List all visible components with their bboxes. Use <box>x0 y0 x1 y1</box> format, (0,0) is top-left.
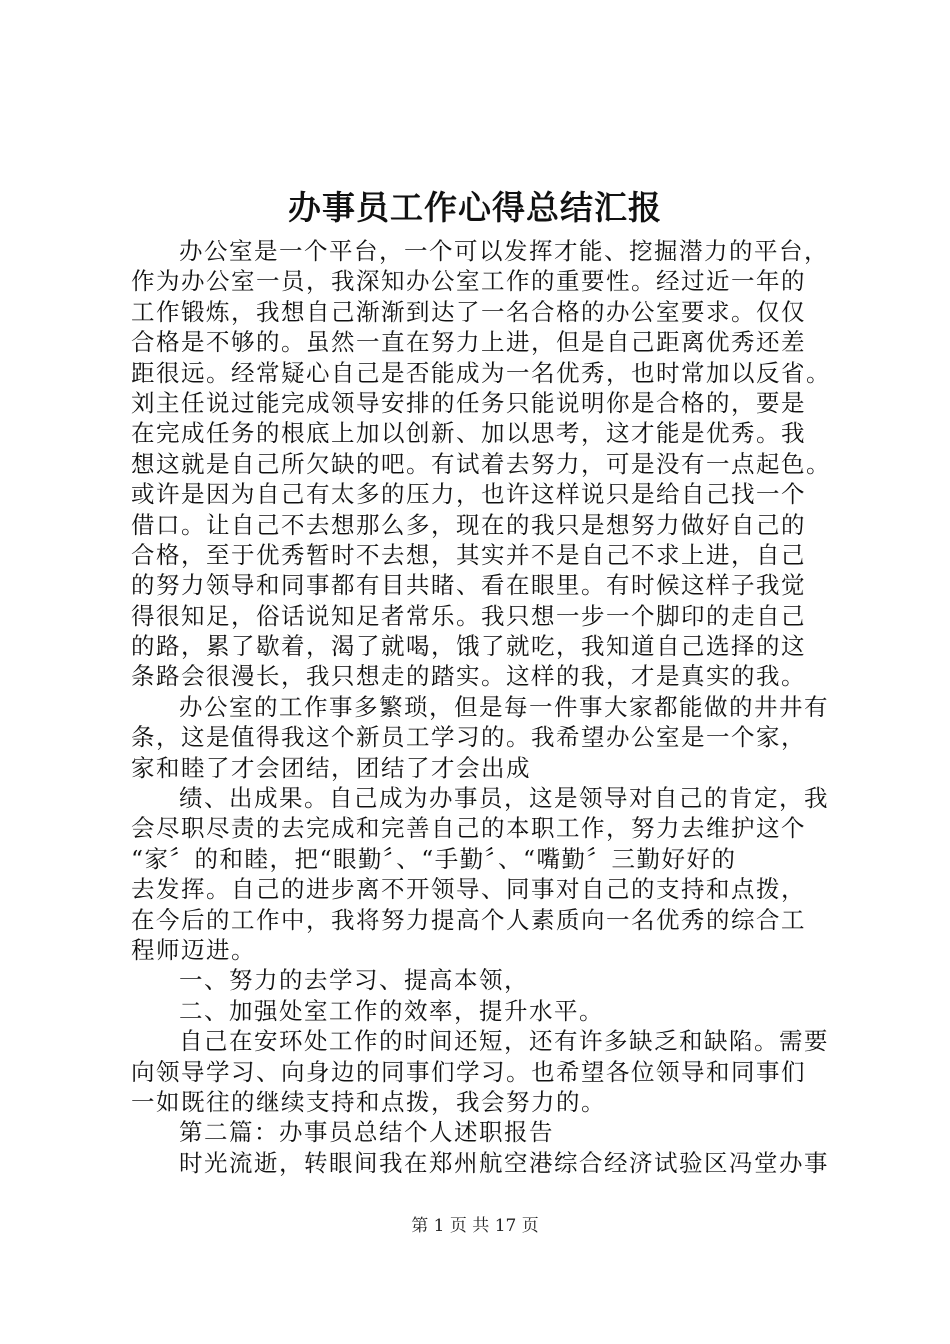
text-line: 第二篇：办事员总结个人述职报告 <box>179 1118 554 1147</box>
text-line: 绩、出成果。自己成为办事员，这是领导对自己的肯定，我 <box>179 784 829 813</box>
text-line: 一如既往的继续支持和点拨，我会努力的。 <box>131 1087 606 1116</box>
text-line: 去发挥。自己的进步离不开领导、同事对自己的支持和点拨， <box>131 875 806 904</box>
text-line: 时光流逝，转眼间我在郑州航空港综合经济试验区冯堂办事 <box>179 1148 829 1177</box>
text-line: 作为办公室一员，我深知办公室工作的重要性。经过近一年的 <box>131 267 806 296</box>
document-body <box>131 236 841 1178</box>
text-line: 在完成任务的根底上加以创新、加以思考，这才能是优秀。我 <box>131 419 806 448</box>
text-line: 向领导学习、向身边的同事们学习。也希望各位领导和同事们 <box>131 1057 806 1086</box>
text-line: 的路，累了歇着，渴了就喝，饿了就吃，我知道自己选择的这 <box>131 632 806 661</box>
page-number-footer: 第 1 页 共 17 页 <box>411 1216 539 1236</box>
text-line: 合格，至于优秀暂时不去想，其实并不是自己不求上进，自己 <box>131 540 806 569</box>
text-line: 刘主任说过能完成领导安排的任务只能说明你是合格的，要是 <box>131 388 806 417</box>
text-line: 自己在安环处工作的时间还短，还有许多缺乏和缺陷。需要 <box>179 1027 829 1056</box>
text-line: 合格是不够的。虽然一直在努力上进，但是自己距离优秀还差 <box>131 328 806 357</box>
text-line: 条路会很漫长，我只想走的踏实。这样的我，才是真实的我。 <box>131 662 806 691</box>
text-line: 的努力领导和同事都有目共睹、看在眼里。有时候这样子我觉 <box>131 571 806 600</box>
text-line: 会尽职尽责的去完成和完善自己的本职工作，努力去维护这个 <box>131 814 806 843</box>
text-line: 办公室的工作事多繁琐，但是每一件事大家都能做的井井有 <box>179 692 829 721</box>
text-line: 或许是因为自己有太多的压力，也许这样说只是给自己找一个 <box>131 480 806 509</box>
text-line: 条，这是值得我这个新员工学习的。我希望办公室是一个家， <box>131 723 806 752</box>
text-line: 想这就是自己所欠缺的吧。有试着去努力，可是没有一点起色。 <box>131 449 831 478</box>
document-title: 办事员工作心得总结汇报 <box>288 188 662 227</box>
text-line: 程师迈进。 <box>131 935 256 964</box>
text-line: 在今后的工作中，我将努力提高个人素质向一名优秀的综合工 <box>131 905 806 934</box>
text-line: 借口。让自己不去想那么多，现在的我只是想努力做好自己的 <box>131 510 806 539</box>
text-line: 二、加强处室工作的效率，提升水平。 <box>179 996 604 1025</box>
text-line: 家和睦了才会团结，团结了才会出成 <box>131 753 531 782</box>
text-line: 得很知足，俗话说知足者常乐。我只想一步一个脚印的走自己 <box>131 601 806 630</box>
text-line: 办公室是一个平台，一个可以发挥才能、挖掘潜力的平台， <box>179 237 829 265</box>
text-line: 一、努力的去学习、提高本领， <box>179 966 529 995</box>
text-line: 距很远。经常疑心自己是否能成为一名优秀，也时常加以反省。 <box>131 358 831 387</box>
text-line: “家〞的和睦，把“眼勤〞、“手勤〞、“嘴勤〞三勤好好的 <box>131 844 737 873</box>
text-line: 工作锻炼，我想自己渐渐到达了一名合格的办公室要求。仅仅 <box>131 297 806 326</box>
